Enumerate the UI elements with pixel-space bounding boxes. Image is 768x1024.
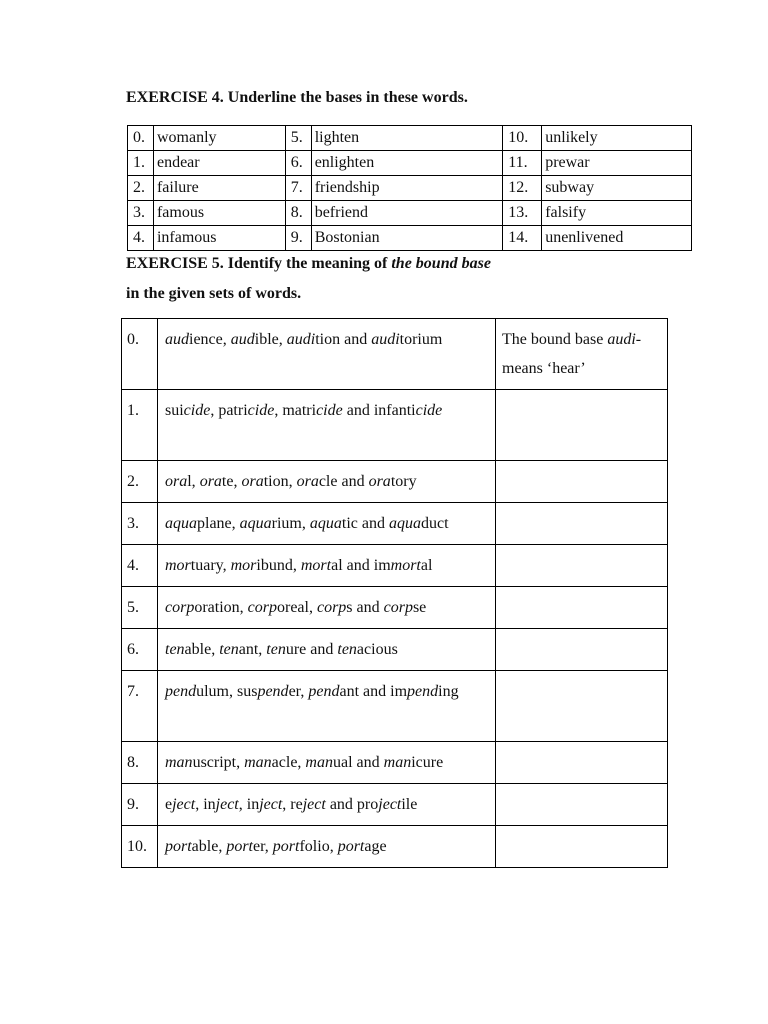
word-segment: s and (346, 599, 384, 616)
meaning-segment: - means ‘hear’ (502, 331, 642, 377)
table-row (122, 319, 668, 390)
word-set (158, 390, 496, 461)
bound-base-segment: ten (337, 641, 357, 658)
item-number: 5. (285, 126, 311, 151)
item-number: 0. (128, 126, 154, 151)
word-segment: , patri (210, 402, 248, 419)
word-segment: and pro (325, 796, 379, 813)
item-word: falsify (542, 201, 692, 226)
bound-base-segment: ten (266, 641, 286, 658)
table-row (128, 176, 692, 201)
bound-base-segment: aud (165, 331, 189, 348)
bound-base-segment: man (165, 754, 193, 771)
word-segment: ant and im (339, 683, 408, 700)
row-number: 6. (122, 629, 158, 671)
row-number: 9. (122, 784, 158, 826)
word-segment: tuary, (190, 557, 231, 574)
table-row (122, 671, 668, 742)
bound-base-segment: audi (607, 331, 636, 348)
row-number: 10. (122, 826, 158, 868)
row-number: 5. (122, 587, 158, 629)
word-set (158, 503, 496, 545)
word-set (158, 784, 496, 826)
word-set (158, 826, 496, 868)
bound-base-segment: ject (215, 796, 239, 813)
bound-base-segment: ject (259, 796, 283, 813)
row-number: 7. (122, 671, 158, 742)
bound-base-segment: man (244, 754, 272, 771)
word-set (158, 671, 496, 742)
word-segment: ual and (332, 754, 384, 771)
word-segment: age (364, 838, 387, 855)
bound-base-segment: man (305, 754, 333, 771)
bound-base-segment: mor (165, 557, 191, 574)
word-segment: cle and (318, 473, 369, 490)
table-row (128, 126, 692, 151)
row-number: 8. (122, 742, 158, 784)
item-number: 8. (285, 201, 311, 226)
word-segment: icure (411, 754, 444, 771)
bound-base-segment: aqua (309, 515, 342, 532)
row-number: 3. (122, 503, 158, 545)
bound-base-segment: ora (241, 473, 264, 490)
item-number: 6. (285, 151, 311, 176)
word-segment: duct (420, 515, 449, 532)
bound-base-segment: ject (302, 796, 326, 813)
table-row (122, 826, 668, 868)
bound-base-segment: ject (378, 796, 402, 813)
item-number: 2. (128, 176, 154, 201)
word-set (158, 545, 496, 587)
word-segment: ing (438, 683, 459, 700)
item-word: Bostonian (311, 226, 503, 251)
table-row (122, 461, 668, 503)
bound-base-segment: cide (247, 402, 275, 419)
word-segment: tic and (341, 515, 389, 532)
row-number: 4. (122, 545, 158, 587)
table-row (122, 390, 668, 461)
row-number: 0. (122, 319, 158, 390)
table-row (128, 151, 692, 176)
word-segment: torium (399, 331, 443, 348)
bound-base-segment: man (383, 754, 412, 771)
item-number: 13. (503, 201, 542, 226)
word-segment: uscript, (192, 754, 245, 771)
exercise4-table (127, 125, 692, 251)
item-word: unlikely (542, 126, 692, 151)
bound-base-segment: aud (230, 331, 255, 348)
bound-base-segment: aqua (388, 515, 421, 532)
word-set (158, 629, 496, 671)
bound-base-segment: ten (165, 641, 185, 658)
meaning-cell (496, 390, 668, 461)
bound-base-segment: audi (371, 331, 400, 348)
item-word: befriend (311, 201, 503, 226)
meaning-cell (496, 784, 668, 826)
bound-base-segment: corp (383, 599, 413, 616)
word-segment: ience, (189, 331, 231, 348)
bound-base-segment: cide (316, 402, 343, 419)
item-word: endear (153, 151, 285, 176)
word-segment: and infanti (342, 402, 416, 419)
table-row (122, 784, 668, 826)
item-word: failure (153, 176, 285, 201)
item-number: 3. (128, 201, 154, 226)
word-segment: able, (184, 641, 220, 658)
word-segment: tion, (263, 473, 297, 490)
word-segment: acle, (271, 754, 306, 771)
word-set (158, 319, 496, 390)
bound-base-segment: audi (286, 331, 316, 348)
word-segment: ile (401, 796, 418, 813)
item-number: 14. (503, 226, 542, 251)
word-segment: ant, (238, 641, 267, 658)
table-row (122, 503, 668, 545)
bound-base-segment: cide (415, 402, 443, 419)
meaning-cell (496, 742, 668, 784)
table-row (122, 545, 668, 587)
word-segment: al (420, 557, 433, 574)
bound-base-segment: pend (407, 683, 439, 700)
word-segment: , re (282, 796, 303, 813)
bound-base-segment: mort (300, 557, 332, 574)
word-segment: able, (191, 838, 227, 855)
bound-base-segment: ora (165, 473, 188, 490)
word-segment: , in (238, 796, 260, 813)
item-number: 9. (285, 226, 311, 251)
word-segment: oration, (194, 599, 248, 616)
bound-base-segment: mor (230, 557, 257, 574)
bound-base-segment: ora (296, 473, 319, 490)
bound-base-segment: ject (172, 796, 196, 813)
bound-base-segment: ten (219, 641, 239, 658)
table-row (122, 629, 668, 671)
word-segment: folio, (299, 838, 338, 855)
word-segment: ure and (285, 641, 338, 658)
word-segment: plane, (197, 515, 240, 532)
bound-base-segment: aqua (239, 515, 272, 532)
exercise5-title (126, 255, 491, 273)
item-number: 1. (128, 151, 154, 176)
bound-base-segment: cide (183, 402, 211, 419)
word-segment: se (412, 599, 427, 616)
meaning-cell (496, 629, 668, 671)
item-word: friendship (311, 176, 503, 201)
word-segment: er, (288, 683, 309, 700)
item-word: womanly (153, 126, 285, 151)
word-segment: er, (253, 838, 273, 855)
meaning-cell (496, 461, 668, 503)
word-segment: acious (356, 641, 398, 658)
bound-base-segment: corp (165, 599, 195, 616)
word-segment: sui (165, 402, 184, 419)
bound-base-segment: aqua (165, 515, 197, 532)
word-segment: te, (221, 473, 242, 490)
item-word: lighten (311, 126, 503, 151)
item-word: famous (153, 201, 285, 226)
item-number: 4. (128, 226, 154, 251)
word-segment: ibund, (256, 557, 301, 574)
word-segment: tion and (315, 331, 372, 348)
word-segment: al and im (331, 557, 391, 574)
exercise5-title-line2: in the given sets of words. (126, 285, 302, 302)
meaning-cell (496, 587, 668, 629)
word-segment: ible, (254, 331, 287, 348)
bound-base-segment: pend (165, 683, 197, 700)
table-row (128, 226, 692, 251)
word-set (158, 461, 496, 503)
word-segment: , matri (274, 402, 317, 419)
word-segment: oreal, (276, 599, 317, 616)
bound-base-segment: mort (390, 557, 421, 574)
row-number: 2. (122, 461, 158, 503)
word-segment: rium, (271, 515, 310, 532)
item-word: unenlivened (542, 226, 692, 251)
bound-base-segment: corp (247, 599, 277, 616)
item-word: prewar (542, 151, 692, 176)
exercise5-title-prefix: EXERCISE 5. Identify the meaning of (126, 255, 392, 272)
bound-base-segment: port (337, 838, 365, 855)
item-number: 10. (503, 126, 542, 151)
table-row (128, 201, 692, 226)
word-segment: ulum, sus (196, 683, 258, 700)
bound-base-segment: ora (368, 473, 391, 490)
meaning-cell (496, 503, 668, 545)
item-number: 11. (503, 151, 542, 176)
item-number: 7. (285, 176, 311, 201)
table-row (122, 742, 668, 784)
bound-base-segment: pend (257, 683, 289, 700)
word-segment: , in (195, 796, 216, 813)
meaning-cell (496, 319, 668, 390)
item-word: subway (542, 176, 692, 201)
exercise4-title: EXERCISE 4. Underline the bases in these words. (126, 89, 468, 106)
bound-base-segment: port (165, 838, 192, 855)
meaning-cell (496, 671, 668, 742)
item-number: 12. (503, 176, 542, 201)
bound-base-segment: corp (316, 599, 347, 616)
bound-base-segment: pend (308, 683, 340, 700)
item-word: infamous (153, 226, 285, 251)
item-word: enlighten (311, 151, 503, 176)
word-set (158, 742, 496, 784)
table-row (122, 587, 668, 629)
meaning-cell (496, 545, 668, 587)
meaning-segment: The bound base (502, 331, 608, 348)
word-set (158, 587, 496, 629)
row-number: 1. (122, 390, 158, 461)
bound-base-segment: port (226, 838, 253, 855)
word-segment: e (165, 796, 173, 813)
bound-base-segment: port (272, 838, 300, 855)
word-segment: tory (390, 473, 417, 490)
meaning-cell (496, 826, 668, 868)
exercise5-title-italic: the bound base (391, 255, 491, 272)
bound-base-segment: ora (199, 473, 222, 490)
exercise5-table (121, 318, 668, 868)
word-segment: l, (187, 473, 200, 490)
